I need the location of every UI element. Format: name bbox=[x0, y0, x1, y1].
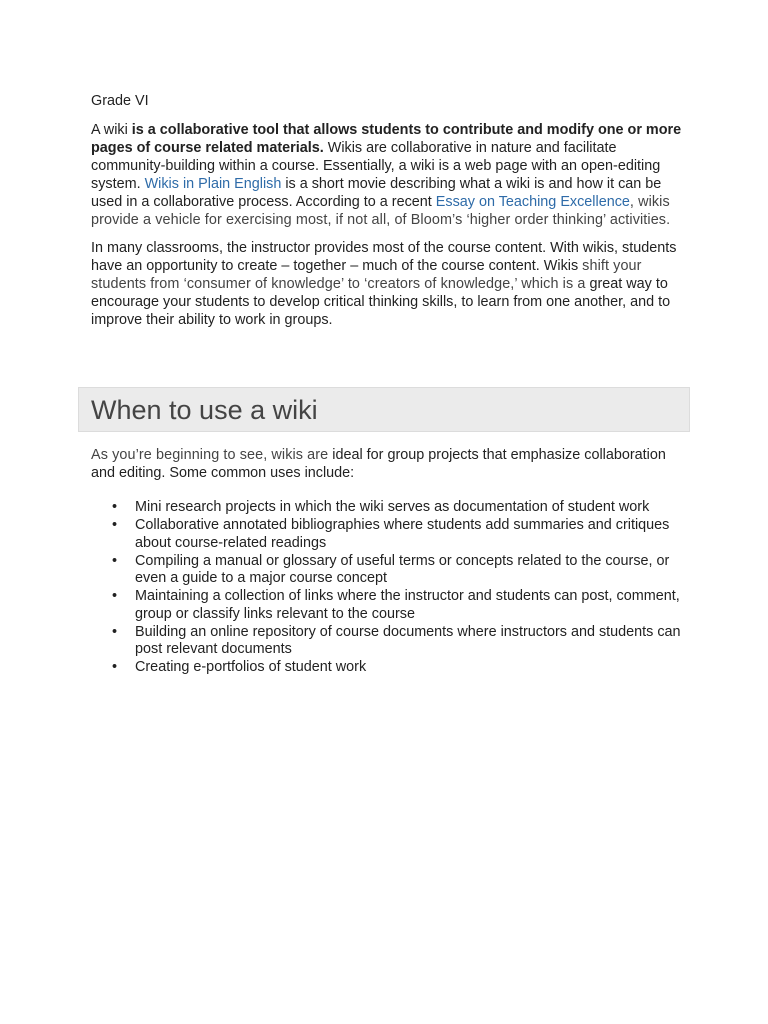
wikis-in-plain-english-link[interactable]: Wikis in Plain English bbox=[144, 176, 282, 192]
intro-text-3: , wikis provide a vehicle for exercising most, if not all, of Bloom’s ‘higher order thinking’ activities. bbox=[91, 194, 671, 228]
grade-label: Grade VI bbox=[91, 93, 149, 109]
section-intro-text: ideal for group projects that emphasize collaboration and editing. Some common uses include: bbox=[91, 447, 666, 481]
document-body bbox=[91, 92, 686, 339]
list-item: • Creating e-portfolios of student work bbox=[135, 659, 686, 677]
section-body bbox=[91, 446, 686, 677]
classroom-text-1: In many classrooms, the instructor provides most of the course content. With wikis, students have an opportunity to create – together – much of the course content. Wikis bbox=[91, 240, 677, 274]
intro-lead: A wiki bbox=[91, 122, 132, 138]
classroom-paragraph bbox=[91, 239, 686, 329]
uses-list bbox=[91, 499, 686, 677]
list-item: • Building an online repository of course documents where instructors and students can post relevant documents bbox=[135, 624, 686, 659]
list-item: • Collaborative annotated bibliographies where students add summaries and critiques about course-related readings bbox=[135, 517, 686, 552]
essay-on-teaching-excellence-link[interactable]: Essay on Teaching Excellence bbox=[435, 194, 630, 210]
list-item: • Maintaining a collection of links where the instructor and students can post, comment, group or classify links relevant to the course bbox=[135, 588, 686, 623]
classroom-text-light: shift your students from ‘consumer of knowledge’ to ‘creators of knowledge,’ which is a bbox=[91, 258, 642, 292]
section-heading: When to use a wiki bbox=[91, 395, 318, 425]
list-item: • Mini research projects in which the wiki serves as documentation of student work bbox=[135, 499, 686, 517]
intro-text-1: Wikis are collaborative in nature and facilitate community-building within a course. Essentially, a wiki is a web page with an open-editing system. bbox=[91, 140, 661, 192]
intro-paragraph bbox=[91, 121, 686, 229]
intro-definition: is a collaborative tool that allows students to contribute and modify one or more pages of course related materials. bbox=[91, 122, 682, 156]
section-heading-box bbox=[78, 387, 690, 432]
list-item: • Compiling a manual or glossary of useful terms or concepts related to the course, or even a guide to a major course concept bbox=[135, 553, 686, 588]
classroom-text-2: great way to encourage your students to develop critical thinking skills, to learn from one another, and to improve their ability to work in groups. bbox=[91, 276, 671, 328]
section-intro-paragraph bbox=[91, 446, 686, 482]
section-intro-light: As you’re beginning to see, wikis are bbox=[91, 447, 329, 463]
intro-text-2: is a short movie describing what a wiki is and how it can be used in a collaborative process. According to a recent bbox=[91, 176, 662, 210]
